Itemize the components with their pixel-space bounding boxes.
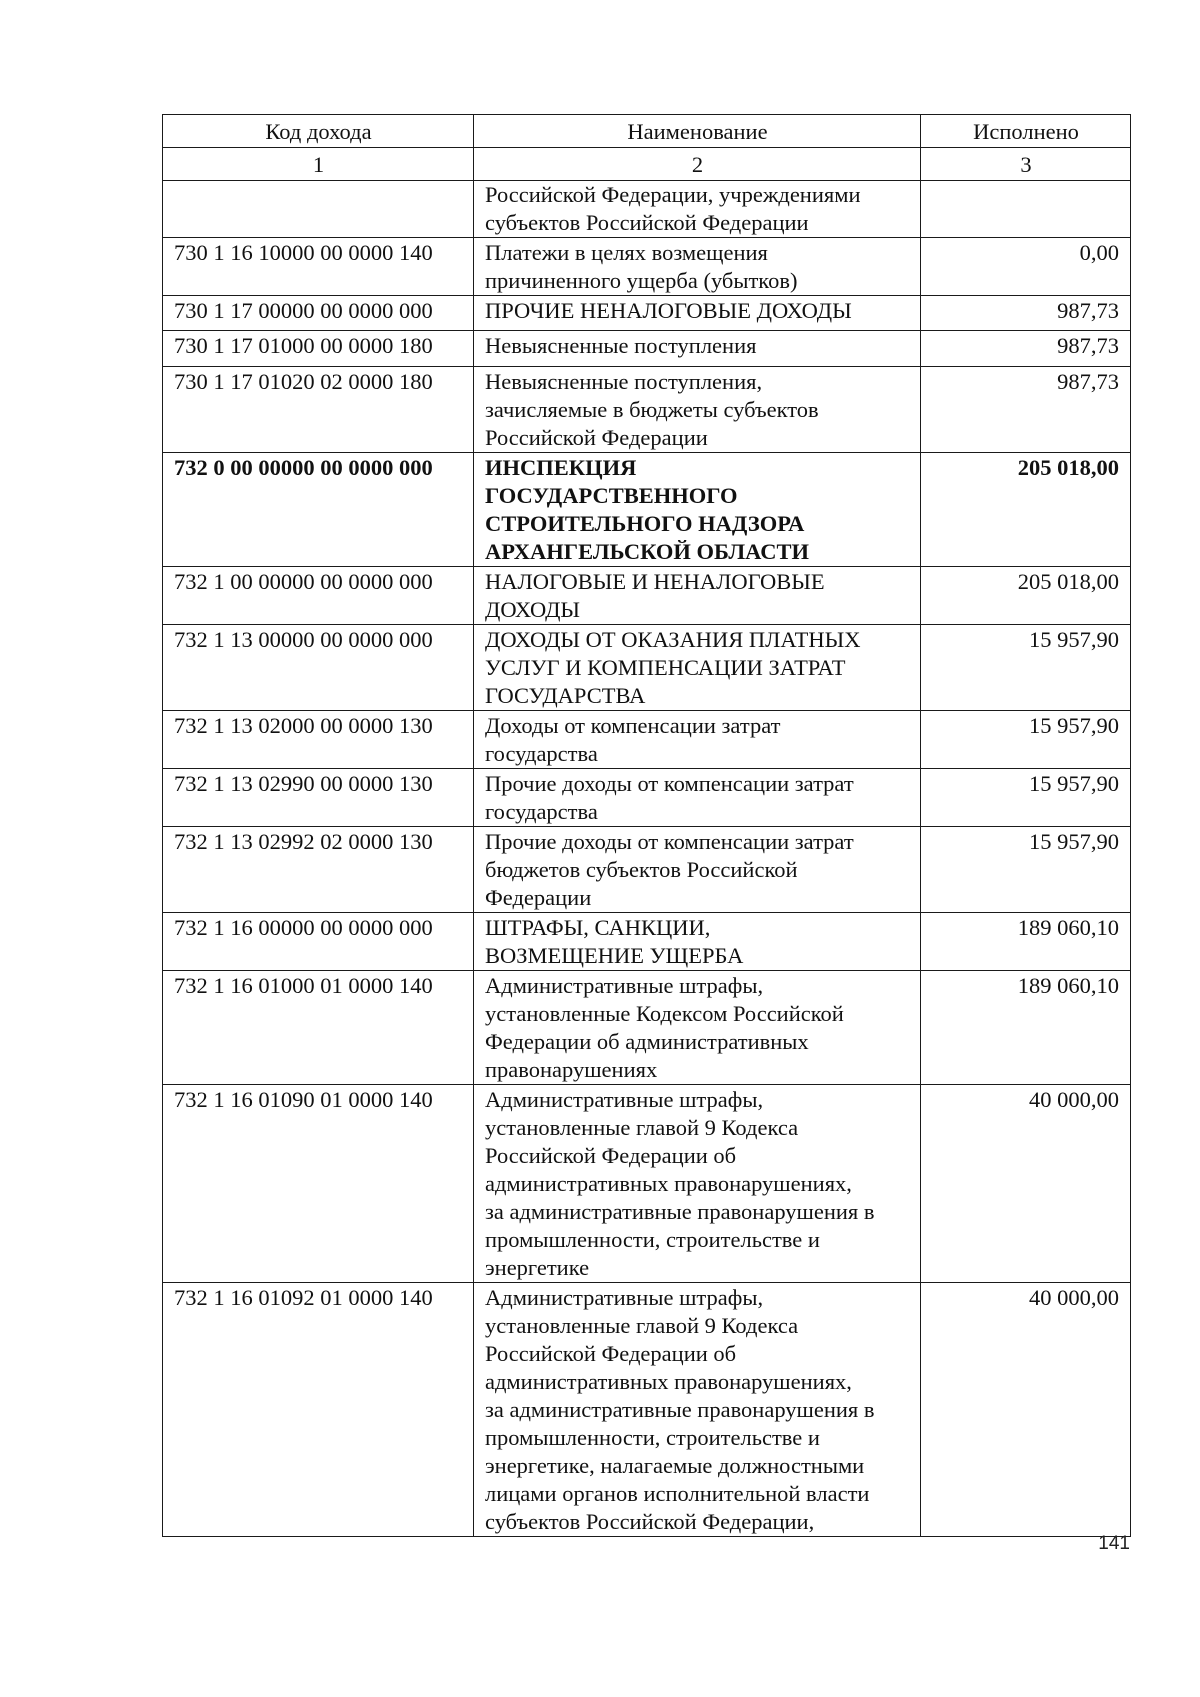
code-cell: 730 1 17 01000 00 0000 180 <box>163 331 474 367</box>
name-cell: ИНСПЕКЦИЯ ГОСУДАРСТВЕННОГО СТРОИТЕЛЬНОГО НАДЗОРА АРХАНГЕЛЬСКОЙ ОБЛАСТИ <box>474 453 921 567</box>
amount-cell: 15 957,90 <box>921 625 1131 711</box>
code-cell: 730 1 16 10000 00 0000 140 <box>163 238 474 296</box>
table-row <box>163 567 1131 625</box>
table-row <box>163 971 1131 1085</box>
amount-cell: 15 957,90 <box>921 711 1131 769</box>
code-cell: 732 1 13 02990 00 0000 130 <box>163 769 474 827</box>
table-row <box>163 453 1131 567</box>
name-cell: ДОХОДЫ ОТ ОКАЗАНИЯ ПЛАТНЫХ УСЛУГ И КОМПЕНСАЦИИ ЗАТРАТ ГОСУДАРСТВА <box>474 625 921 711</box>
code-cell: 732 1 13 00000 00 0000 000 <box>163 625 474 711</box>
amount-cell: 987,73 <box>921 367 1131 453</box>
amount-cell: 15 957,90 <box>921 769 1131 827</box>
table-body <box>163 181 1131 1537</box>
column-number-row <box>163 148 1131 181</box>
table-row <box>163 181 1131 238</box>
amount-cell: 205 018,00 <box>921 567 1131 625</box>
name-cell: Административные штрафы, установленные Кодексом Российской Федерации об административных правонарушениях <box>474 971 921 1085</box>
code-cell: 732 1 00 00000 00 0000 000 <box>163 567 474 625</box>
table-row <box>163 296 1131 331</box>
table-row <box>163 913 1131 971</box>
name-cell: Невыясненные поступления <box>474 331 921 367</box>
name-cell: Российской Федерации, учреждениями субъектов Российской Федерации <box>474 181 921 238</box>
amount-cell: 0,00 <box>921 238 1131 296</box>
amount-cell <box>921 181 1131 238</box>
code-cell: 732 1 16 00000 00 0000 000 <box>163 913 474 971</box>
code-cell: 732 1 16 01090 01 0000 140 <box>163 1085 474 1283</box>
code-cell: 732 1 16 01092 01 0000 140 <box>163 1283 474 1537</box>
table-row <box>163 711 1131 769</box>
name-cell: Доходы от компенсации затрат государства <box>474 711 921 769</box>
table-row <box>163 625 1131 711</box>
amount-cell: 205 018,00 <box>921 453 1131 567</box>
name-cell: Невыясненные поступления, зачисляемые в бюджеты субъектов Российской Федерации <box>474 367 921 453</box>
name-cell: Прочие доходы от компенсации затрат государства <box>474 769 921 827</box>
code-cell: 732 1 16 01000 01 0000 140 <box>163 971 474 1085</box>
code-cell: 732 1 13 02992 02 0000 130 <box>163 827 474 913</box>
header-row <box>163 115 1131 148</box>
name-cell: Прочие доходы от компенсации затрат бюджетов субъектов Российской Федерации <box>474 827 921 913</box>
header-name: Наименование <box>474 115 921 148</box>
table-row <box>163 769 1131 827</box>
table-row <box>163 367 1131 453</box>
page-number: 141 <box>1098 1533 1130 1554</box>
name-cell: ПРОЧИЕ НЕНАЛОГОВЫЕ ДОХОДЫ <box>474 296 921 331</box>
code-cell <box>163 181 474 238</box>
header-executed: Исполнено <box>921 115 1131 148</box>
code-cell: 732 1 13 02000 00 0000 130 <box>163 711 474 769</box>
amount-cell: 189 060,10 <box>921 971 1131 1085</box>
name-cell: Административные штрафы, установленные главой 9 Кодекса Российской Федерации об административных правонарушениях, за административные правонарушения в промышленности, строительстве и энергетике <box>474 1085 921 1283</box>
column-number-2: 2 <box>474 148 921 181</box>
column-number-1: 1 <box>163 148 474 181</box>
name-cell: Административные штрафы, установленные главой 9 Кодекса Российской Федерации об административных правонарушениях, за административные правонарушения в промышленности, строительстве и энергетике, налагаемые должностными лицами органов исполнительной власти субъектов Российской Федерации, <box>474 1283 921 1537</box>
table-row <box>163 1283 1131 1537</box>
code-cell: 730 1 17 01020 02 0000 180 <box>163 367 474 453</box>
table-header <box>163 115 1131 181</box>
table-row <box>163 827 1131 913</box>
header-code: Код дохода <box>163 115 474 148</box>
revenue-table <box>162 114 1131 1537</box>
amount-cell: 189 060,10 <box>921 913 1131 971</box>
table-row <box>163 238 1131 296</box>
table-row <box>163 331 1131 367</box>
amount-cell: 15 957,90 <box>921 827 1131 913</box>
amount-cell: 40 000,00 <box>921 1283 1131 1537</box>
name-cell: ШТРАФЫ, САНКЦИИ, ВОЗМЕЩЕНИЕ УЩЕРБА <box>474 913 921 971</box>
column-number-3: 3 <box>921 148 1131 181</box>
amount-cell: 40 000,00 <box>921 1085 1131 1283</box>
name-cell: Платежи в целях возмещения причиненного ущерба (убытков) <box>474 238 921 296</box>
amount-cell: 987,73 <box>921 331 1131 367</box>
table-row <box>163 1085 1131 1283</box>
code-cell: 732 0 00 00000 00 0000 000 <box>163 453 474 567</box>
code-cell: 730 1 17 00000 00 0000 000 <box>163 296 474 331</box>
amount-cell: 987,73 <box>921 296 1131 331</box>
name-cell: НАЛОГОВЫЕ И НЕНАЛОГОВЫЕ ДОХОДЫ <box>474 567 921 625</box>
